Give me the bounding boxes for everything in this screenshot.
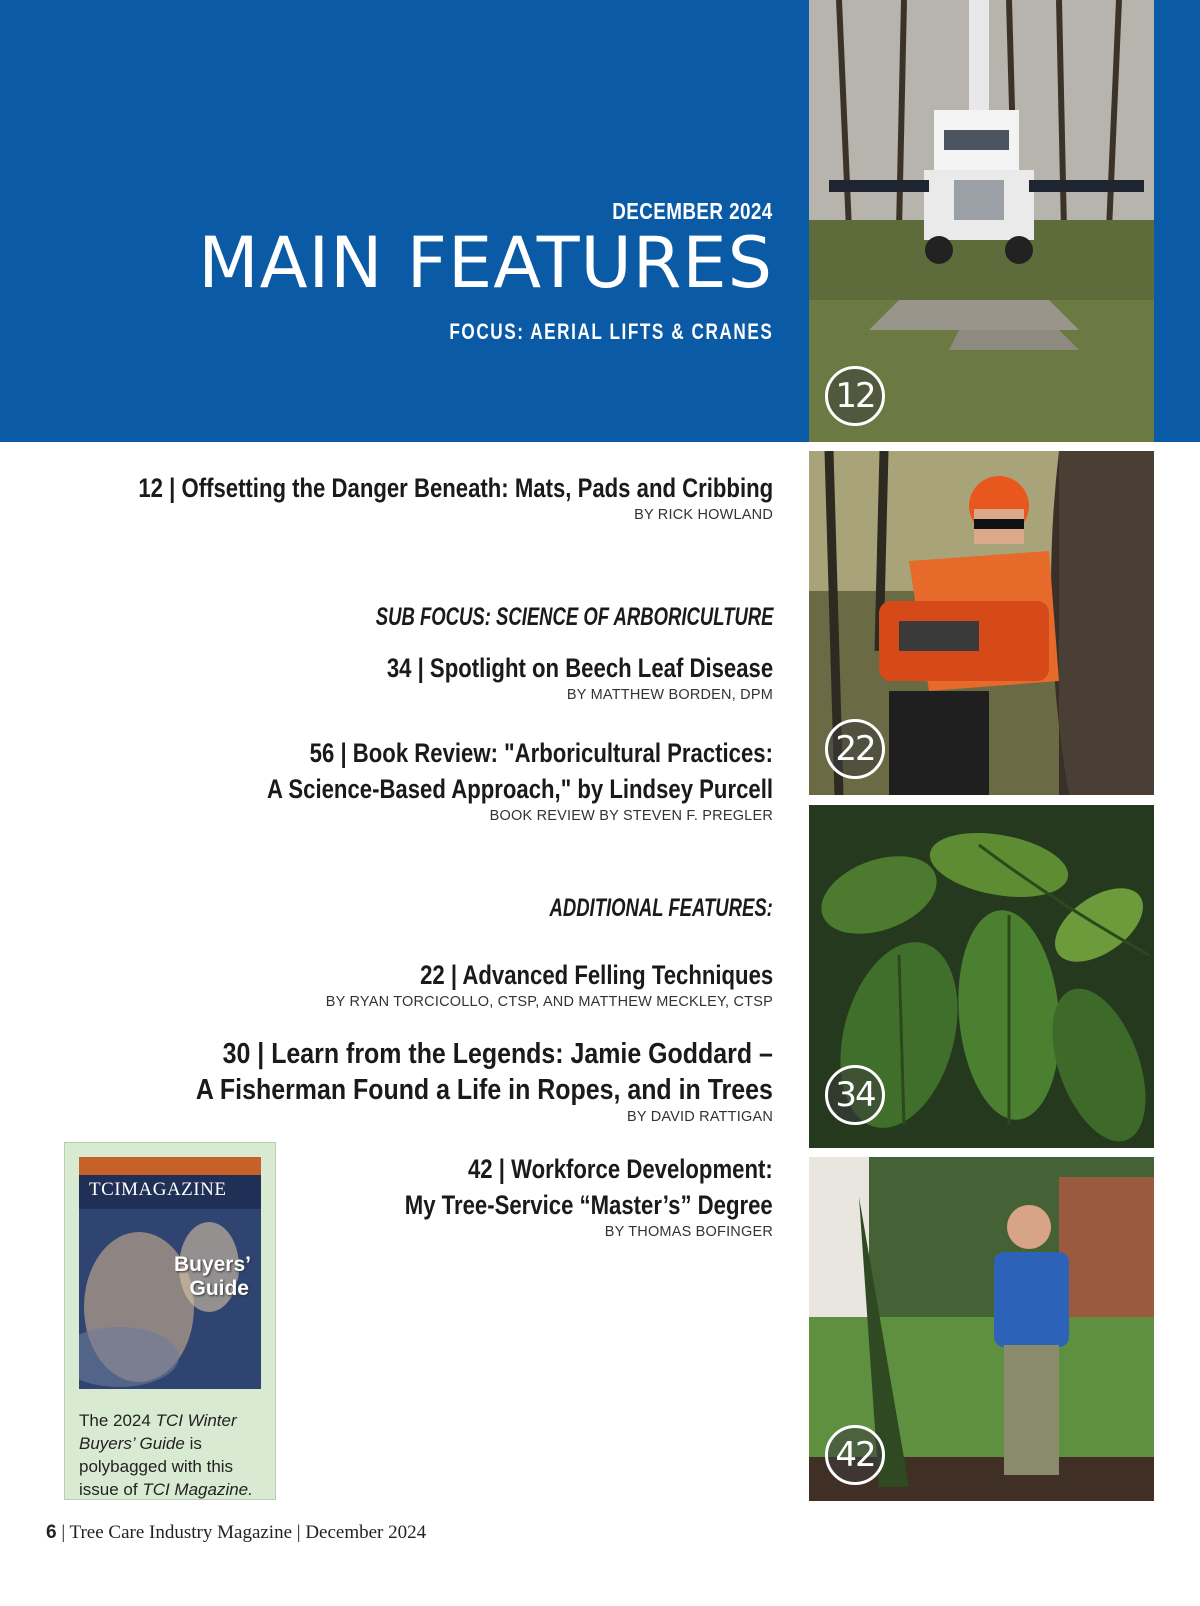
main-feature-entry[interactable] xyxy=(0,470,773,524)
buyers-guide-box xyxy=(64,1142,276,1500)
caption-text: The 2024 xyxy=(79,1411,156,1430)
additional-heading xyxy=(471,894,773,923)
arborist-portrait-photo xyxy=(809,1157,1154,1501)
article-byline: BY THOMAS BOFINGER xyxy=(604,1224,773,1240)
article-byline: BOOK REVIEW BY STEVEN F. PREGLER xyxy=(489,808,773,824)
page-badge-42: 42 xyxy=(825,1425,885,1485)
article-entry[interactable] xyxy=(302,650,773,704)
article-entry[interactable] xyxy=(102,1036,773,1126)
article-byline: BY RYAN TORCICOLLO, CTSP, AND MATTHEW MECKLEY, CTSP xyxy=(325,994,773,1010)
article-title[interactable]: 34 | Spotlight on Beech Leaf Disease xyxy=(386,653,773,683)
article-byline: BY RICK HOWLAND xyxy=(634,507,773,523)
cover-masthead: TCIMAGAZINE xyxy=(89,1179,227,1200)
cover-title-line-2: Guide xyxy=(189,1277,249,1300)
article-title-line-1[interactable]: 56 | Book Review: "Arboricultural Practices: xyxy=(309,738,773,768)
article-title-line-2[interactable]: My Tree-Service “Master’s” Degree xyxy=(405,1190,773,1220)
sub-focus-heading xyxy=(236,603,774,632)
buyers-guide-cover xyxy=(79,1157,261,1389)
chainsaw-felling-photo xyxy=(809,451,1154,795)
caption-text: is polybagged with this issue of xyxy=(79,1434,234,1499)
article-title-line-1[interactable]: 42 | Workforce Development: xyxy=(468,1154,773,1184)
article-byline: BY MATTHEW BORDEN, DPM xyxy=(566,687,773,703)
article-title-line-2[interactable]: A Science-Based Approach," by Lindsey Purcell xyxy=(267,774,773,804)
page-footer xyxy=(46,1522,426,1544)
section-heading: SUB FOCUS: SCIENCE OF ARBORICULTURE xyxy=(375,603,773,631)
article-byline: BY DAVID RATTIGAN xyxy=(626,1109,773,1125)
issue-date: DECEMBER 2024 xyxy=(612,198,773,224)
article-title-line-2[interactable]: A Fisherman Found a Life in Ropes, and in Trees xyxy=(196,1074,773,1106)
page-number: 6 xyxy=(46,1522,57,1543)
beech-leaves-photo xyxy=(809,805,1154,1148)
cover-title-line-1: Buyers’ xyxy=(173,1253,251,1276)
crane-truck-photo xyxy=(809,0,1154,442)
page-badge-22: 22 xyxy=(825,719,885,779)
focus-subtitle: FOCUS: AERIAL LIFTS & CRANES xyxy=(449,319,773,344)
article-title[interactable]: 22 | Advanced Felling Techniques xyxy=(419,960,773,990)
caption-italic: TCI Winter Buyers’ Guide xyxy=(79,1411,237,1453)
section-heading: ADDITIONAL FEATURES: xyxy=(549,894,773,922)
page-title: MAIN FEATURES xyxy=(198,222,773,304)
footer-text: | Tree Care Industry Magazine | December 2024 xyxy=(56,1522,427,1543)
caption-italic: TCI Magazine. xyxy=(142,1480,253,1499)
article-title-line-1[interactable]: 30 | Learn from the Legends: Jamie Goddard – xyxy=(222,1038,773,1070)
page-badge-34: 34 xyxy=(825,1065,885,1125)
article-entry[interactable] xyxy=(324,1151,773,1241)
page-badge-12: 12 xyxy=(825,366,885,426)
article-entry[interactable] xyxy=(326,957,773,1011)
article-entry[interactable] xyxy=(156,735,773,825)
article-title[interactable]: 12 | Offsetting the Danger Beneath: Mats, Pads and Cribbing xyxy=(138,473,773,503)
buyers-guide-caption xyxy=(79,1409,269,1501)
